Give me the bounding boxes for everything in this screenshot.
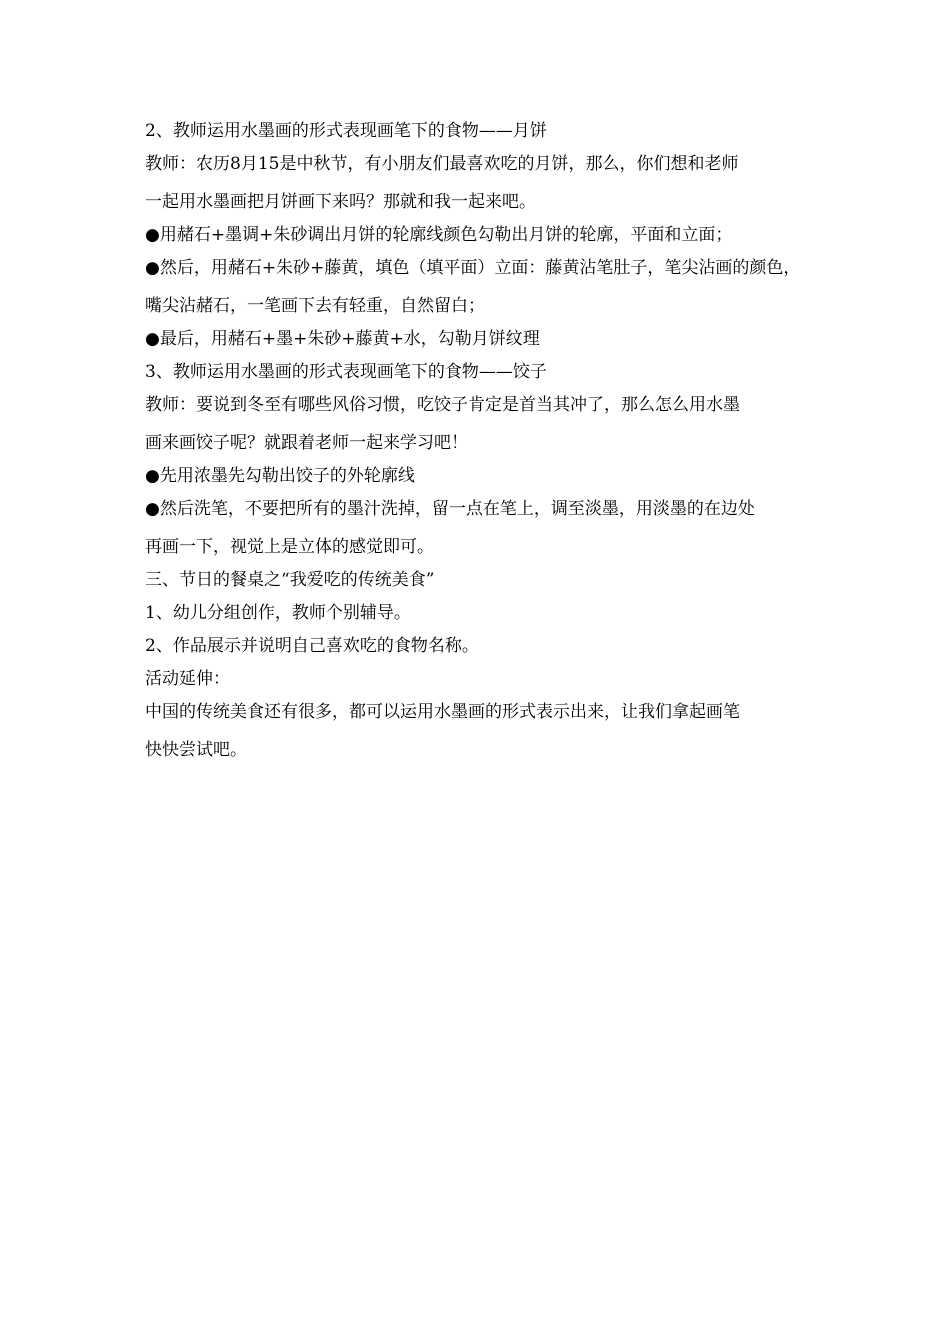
section-heading-mooncake: 2、教师运用水墨画的形式表现画笔下的食物——月饼 [145, 121, 547, 141]
document-body [145, 121, 835, 760]
bullet-item: ●然后洗笔，不要把所有的墨汁洗掉，留一点在笔上，调至淡墨，用淡墨的在边处 [145, 499, 755, 519]
paragraph-line: 画来画饺子呢？就跟着老师一起来学习吧！ [145, 433, 468, 453]
paragraph-line: 教师：要说到冬至有哪些风俗习惯，吃饺子肯定是首当其冲了，那么怎么用水墨 [145, 395, 740, 415]
bullet-item: ●最后，用赭石+墨+朱砂+藤黄+水，勾勒月饼纹理 [145, 329, 540, 349]
list-item: 1、幼儿分组创作，教师个别辅导。 [145, 603, 411, 623]
section-heading-extension: 活动延伸： [145, 669, 230, 689]
bullet-item: ●先用浓墨先勾勒出饺子的外轮廓线 [145, 466, 415, 486]
paragraph-line: 教师：农历8月15是中秋节，有小朋友们最喜欢吃的月饼，那么，你们想和老师 [145, 154, 739, 174]
bullet-item: ●用赭石+墨调+朱砂调出月饼的轮廓线颜色勾勒出月饼的轮廓，平面和立面； [145, 225, 733, 245]
paragraph-line: 快快尝试吧。 [145, 740, 247, 760]
paragraph-line: 再画一下，视觉上是立体的感觉即可。 [145, 537, 434, 557]
section-heading-table: 三、节日的餐桌之“我爱吃的传统美食” [145, 570, 435, 590]
bullet-item: ●然后，用赭石+朱砂+藤黄，填色（填平面）立面：藤黄沾笔肚子，笔尖沾画的颜色， [145, 258, 801, 278]
paragraph-line: 中国的传统美食还有很多，都可以运用水墨画的形式表示出来，让我们拿起画笔 [145, 702, 740, 722]
paragraph-line: 一起用水墨画把月饼画下来吗？那就和我一起来吧。 [145, 192, 536, 212]
paragraph-line: 嘴尖沾赭石，一笔画下去有轻重，自然留白； [145, 296, 485, 316]
section-heading-dumpling: 3、教师运用水墨画的形式表现画笔下的食物——饺子 [145, 362, 547, 382]
list-item: 2、作品展示并说明自己喜欢吃的食物名称。 [145, 636, 479, 656]
